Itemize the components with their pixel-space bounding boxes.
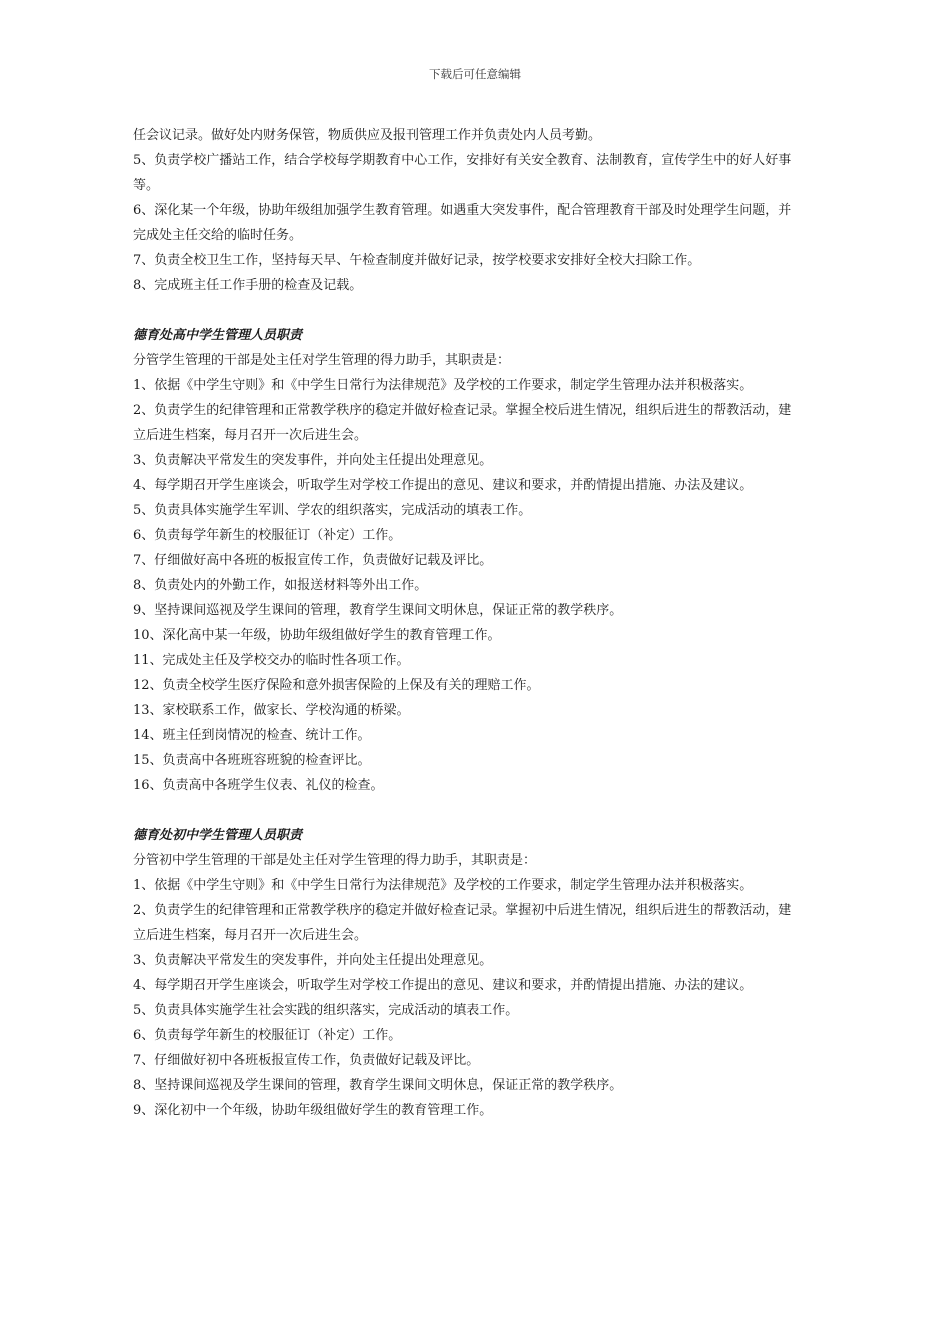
list-item: 11、完成处主任及学校交办的临时性各项工作。 — [133, 653, 410, 668]
paragraph: 7、负责全校卫生工作，坚持每天早、午检查制度并做好记录，按学校要求安排好全校大扫除工作。 — [133, 253, 701, 268]
list-item: 1、依据《中学生守则》和《中学生日常行为法律规范》及学校的工作要求，制定学生管理办法并积极落实。 — [133, 378, 753, 393]
list-item: 9、深化初中一个年级，协助年级组做好学生的教育管理工作。 — [133, 1103, 493, 1118]
list-item: 4、每学期召开学生座谈会，听取学生对学校工作提出的意见、建议和要求，并酌情提出措施、办法的建议。 — [133, 978, 753, 993]
document-body — [133, 123, 793, 1123]
list-item: 2、负责学生的纪律管理和正常教学秩序的稳定并做好检查记录。掌握全校后进生情况，组织后进生的帮教活动，建立后进生档案，每月召开一次后进生会。 — [133, 403, 792, 443]
list-item: 2、负责学生的纪律管理和正常教学秩序的稳定并做好检查记录。掌握初中后进生情况，组织后进生的帮教活动，建立后进生档案，每月召开一次后进生会。 — [133, 903, 792, 943]
list-item: 12、负责全校学生医疗保险和意外损害保险的上保及有关的理赔工作。 — [133, 678, 540, 693]
list-item: 15、负责高中各班班容班貌的检查评比。 — [133, 753, 371, 768]
paragraph: 5、负责学校广播站工作，结合学校每学期教育中心工作，安排好有关安全教育、法制教育，宣传学生中的好人好事等。 — [133, 153, 792, 193]
list-item: 5、负责具体实施学生社会实践的组织落实，完成活动的填表工作。 — [133, 1003, 519, 1018]
list-item: 6、负责每学年新生的校服征订（补定）工作。 — [133, 528, 402, 543]
list-item: 3、负责解决平常发生的突发事件，并向处主任提出处理意见。 — [133, 953, 493, 968]
paragraph: 8、完成班主任工作手册的检查及记载。 — [133, 278, 363, 293]
list-item: 1、依据《中学生守则》和《中学生日常行为法律规范》及学校的工作要求，制定学生管理办法并积极落实。 — [133, 878, 753, 893]
list-item: 13、家校联系工作，做家长、学校沟通的桥梁。 — [133, 703, 410, 718]
section-intro: 分管学生管理的干部是处主任对学生管理的得力助手，其职责是： — [133, 353, 511, 368]
section-intro: 分管初中学生管理的干部是处主任对学生管理的得力助手，其职责是： — [133, 853, 537, 868]
list-item: 3、负责解决平常发生的突发事件，并向处主任提出处理意见。 — [133, 453, 493, 468]
paragraph: 任会议记录。做好处内财务保管，物质供应及报刊管理工作并负责处内人员考勤。 — [133, 128, 602, 143]
list-item: 16、负责高中各班学生仪表、礼仪的检查。 — [133, 778, 384, 793]
section-heading: 德育处初中学生管理人员职责 — [133, 828, 303, 843]
list-item: 8、坚持课间巡视及学生课间的管理，教育学生课间文明休息，保证正常的教学秩序。 — [133, 1078, 623, 1093]
list-item: 14、班主任到岗情况的检查、统计工作。 — [133, 728, 371, 743]
list-item: 6、负责每学年新生的校服征订（补定）工作。 — [133, 1028, 402, 1043]
list-item: 5、负责具体实施学生军训、学农的组织落实，完成活动的填表工作。 — [133, 503, 532, 518]
list-item: 7、仔细做好初中各班板报宣传工作，负责做好记载及评比。 — [133, 1053, 480, 1068]
section-heading: 德育处高中学生管理人员职责 — [133, 328, 303, 343]
list-item: 8、负责处内的外勤工作，如报送材料等外出工作。 — [133, 578, 428, 593]
list-item: 10、深化高中某一年级，协助年级组做好学生的教育管理工作。 — [133, 628, 501, 643]
paragraph: 6、深化某一个年级，协助年级组加强学生教育管理。如遇重大突发事件，配合管理教育干部及时处理学生问题，并完成处主任交给的临时任务。 — [133, 203, 792, 243]
list-item: 4、每学期召开学生座谈会，听取学生对学校工作提出的意见、建议和要求，并酌情提出措施、办法及建议。 — [133, 478, 753, 493]
list-item: 9、坚持课间巡视及学生课间的管理，教育学生课间文明休息，保证正常的教学秩序。 — [133, 603, 623, 618]
list-item: 7、仔细做好高中各班的板报宣传工作，负责做好记载及评比。 — [133, 553, 493, 568]
page-header: 下载后可任意编辑 — [429, 67, 521, 81]
